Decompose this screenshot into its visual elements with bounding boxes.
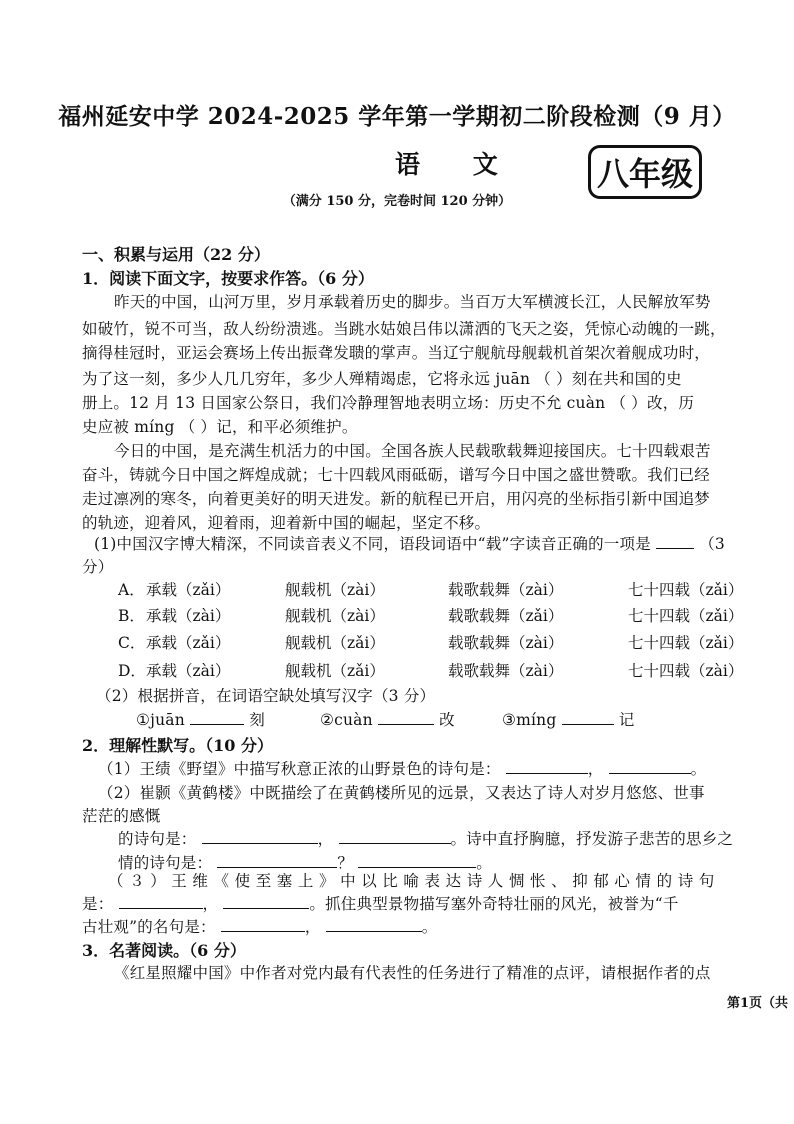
passage-line: 史应被 míng （ ）记，和平必须维护。 [82, 418, 358, 436]
q2-prompt: 情的诗句是： [118, 854, 213, 872]
option-item: 载歌载舞（zǎi） [448, 607, 564, 625]
answer-blank[interactable] [506, 759, 588, 774]
passage-line: 册上。12 月 13 日国家公祭日，我们冷静理智地表明立场：历史不允 cuàn （ ）改，历 [82, 394, 695, 412]
answer-blank[interactable] [223, 894, 309, 909]
q3-line-1: 《红星照耀中国》中作者对党内最有代表性的任务进行了精准的点评，请根据作者的点 [114, 964, 711, 982]
subquestion-1-text: (1)中国汉字博大精深，不同读音表义不同，语段词语中“载”字读音正确的一项是 [94, 535, 651, 553]
pinyin-label: ①juān [136, 711, 185, 729]
passage-line: 摘得桂冠时，亚运会赛场上传出振聋发聩的掌声。当辽宁舰航母舰载机首架次着舰成功时， [82, 344, 711, 362]
punct: ？ [337, 854, 354, 872]
q2-line-2b: 茫茫的感慨 [82, 807, 161, 825]
punct: ， [587, 760, 604, 778]
question-1-heading: 1．阅读下面文字，按要求作答。（6 分） [82, 269, 374, 288]
subquestion-1-score: （3 [699, 535, 725, 553]
punct: ， [317, 830, 334, 848]
subquestion-1 [94, 532, 725, 554]
punct: ， [202, 895, 219, 913]
section-heading: 一、积累与运用（22 分） [82, 245, 270, 264]
q2-prompt: （1）王绩《野望》中描写秋意正浓的山野景色的诗句是： [98, 760, 501, 778]
answer-blank[interactable] [378, 710, 434, 725]
option-b-label[interactable]: B． [118, 607, 145, 625]
subject-heading: 语 文 [395, 150, 520, 179]
subquestion-2-text: （2）根据拼音，在词语空缺处填写汉字（3 分） [96, 687, 436, 705]
pinyin-char: 刻 [249, 711, 265, 729]
answer-blank[interactable] [326, 917, 422, 932]
option-item: 舰载机（zǎi） [285, 634, 385, 652]
option-item: 舰载机（zǎi） [285, 662, 385, 680]
q2-line-3 [118, 827, 733, 849]
answer-blank[interactable] [202, 829, 318, 844]
q2-prompt: 古壮观”的名句是： [82, 918, 216, 936]
passage-line: 如破竹，锐不可当，敌人纷纷溃逃。当跳水姑娘吕伟以潇洒的飞天之姿，凭惊心动魄的一跳， [82, 320, 726, 338]
passage-line: 奋斗，铸就今日中国之辉煌成就；七十四载风雨砥砺，谱写今日中国之盛世赞歌。我们已经 [82, 466, 711, 484]
option-item: 七十四载（zǎi） [628, 607, 744, 625]
option-item: 七十四载（zǎi） [628, 634, 744, 652]
option-item: 载歌载舞（zài） [448, 662, 564, 680]
grade-stamp: 八年级 [588, 145, 702, 199]
option-item: 承载（zài） [146, 607, 231, 625]
option-item: 七十四载（zài） [628, 662, 744, 680]
answer-blank[interactable] [217, 853, 337, 868]
q2-line-1 [98, 757, 706, 779]
q2-line-6 [82, 915, 437, 937]
option-item: 承载（zài） [146, 662, 231, 680]
answer-blank[interactable] [190, 710, 244, 725]
question-3-heading: 3．名著阅读。（6 分） [82, 941, 246, 960]
punct: 。 [690, 760, 707, 778]
punct: 。 [421, 918, 438, 936]
option-d-label[interactable]: D． [118, 662, 146, 680]
page-number: 第1页（共 [726, 996, 788, 1011]
pinyin-fill-1 [136, 708, 265, 730]
pinyin-fill-2 [320, 708, 455, 730]
answer-blank[interactable] [339, 829, 451, 844]
q2-line-5: （３）王维《使至塞上》中以比喻表达诗人惆怅、抑郁心情的诗句 [108, 872, 720, 890]
option-item: 载歌载舞（zài） [448, 634, 564, 652]
question-2-heading: 2．理解性默写。（10 分） [82, 736, 273, 755]
passage-line: 走过凛冽的寒冬，向着更美好的明天进发。新的航程已开启，用闪亮的坐标指引新中国追梦 [82, 490, 711, 508]
pinyin-label: ③míng [502, 711, 557, 729]
answer-blank[interactable] [609, 759, 691, 774]
pinyin-label: ②cuàn [320, 711, 373, 729]
option-item: 承载（zǎi） [146, 634, 231, 652]
passage-line: 为了这一刻，多少人几几穷年，多少人殚精竭虑，它将永远 juān （ ）刻在共和国的史 [82, 370, 682, 388]
option-item: 载歌载舞（zài） [448, 581, 564, 599]
option-c-label[interactable]: C． [118, 634, 146, 652]
q2-line-2: （2）崔颢《黄鹤楼》中既描绘了在黄鹤楼所见的远景，又表达了诗人对岁月悠悠、世事 [98, 784, 705, 802]
pinyin-char: 改 [439, 711, 455, 729]
answer-blank[interactable] [221, 917, 305, 932]
answer-blank[interactable] [358, 853, 476, 868]
option-a-label[interactable]: A． [118, 581, 145, 599]
pinyin-fill-3 [502, 708, 634, 730]
option-item: 舰载机（zài） [285, 581, 385, 599]
option-item: 七十四载（zǎi） [628, 581, 744, 599]
passage-line: 今日的中国，是充满生机活力的中国。全国各族人民载歌载舞迎接国庆。七十四载艰苦 [114, 442, 711, 460]
answer-blank[interactable] [119, 894, 203, 909]
subquestion-1-score-cont: 分） [82, 558, 114, 576]
passage-line: 的轨迹，迎着风，迎着雨，迎着新中国的崛起，坚定不移。 [82, 514, 491, 532]
answer-blank[interactable] [562, 710, 614, 725]
option-item: 舰载机（zài） [285, 607, 385, 625]
q2-prompt: 。诗中直抒胸臆，抒发游子悲苦的思乡之 [450, 830, 734, 848]
punct: 。 [476, 854, 492, 872]
q2-prompt: 的诗句是： [118, 830, 197, 848]
exam-title: 福州延安中学 2024-2025 学年第一学期初二阶段检测（9 月） [58, 103, 736, 130]
q2-prompt: 。抓住典型景物描写塞外奇特壮丽的风光，被誉为“千 [309, 895, 679, 913]
option-item: 承载（zǎi） [146, 581, 231, 599]
punct: ， [304, 918, 321, 936]
score-note: （满分 150 分，完卷时间 120 分钟） [282, 194, 512, 209]
passage-line: 昨天的中国，山河万里，岁月承载着历史的脚步。当百万大军横渡长江，人民解放军势 [114, 293, 711, 311]
q2-prompt: 是： [82, 895, 114, 913]
pinyin-char: 记 [618, 711, 635, 729]
q2-line-5b [82, 892, 679, 914]
answer-blank[interactable] [656, 534, 694, 549]
